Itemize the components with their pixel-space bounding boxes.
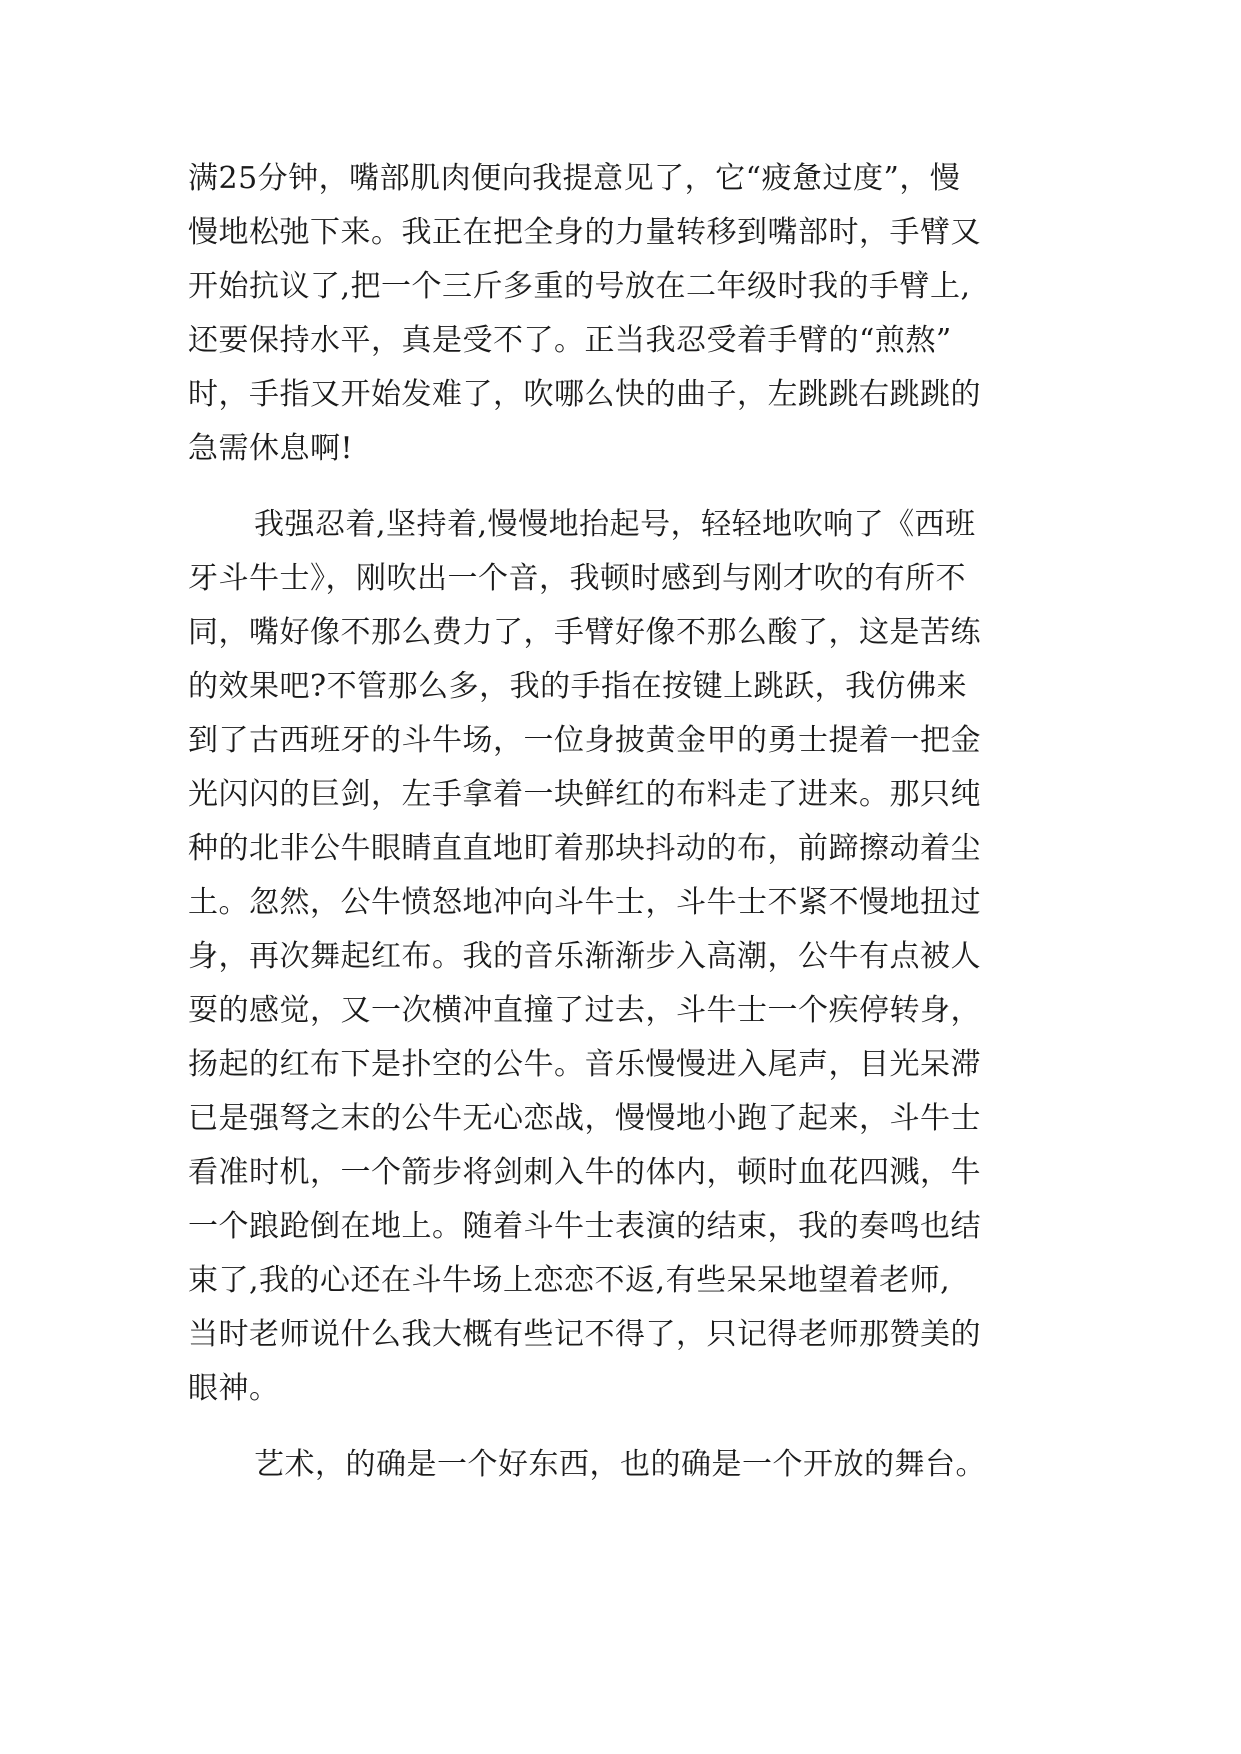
paragraph-gap <box>188 476 1088 498</box>
paragraph-gap <box>188 1416 1088 1438</box>
body-text <box>188 152 1088 1492</box>
text-line: 种的北非公牛眼睛直直地盯着那块抖动的布，前蹄擦动着尘 <box>188 831 981 866</box>
text-line: 艺术，的确是一个好东西，也的确是一个开放的舞台。 <box>254 1447 986 1482</box>
text-line: 看准时机，一个箭步将剑刺入牛的体内，顿时血花四溅，牛 <box>188 1155 981 1190</box>
text-line: 扬起的红布下是扑空的公牛。音乐慢慢进入尾声，目光呆滞 <box>188 1047 981 1082</box>
text-line: 土。忽然，公牛愤怒地冲向斗牛士，斗牛士不紧不慢地扭过 <box>188 885 981 920</box>
text-line: 眼神。 <box>188 1371 280 1406</box>
text-line: 光闪闪的巨剑，左手拿着一块鲜红的布料走了进来。那只纯 <box>188 777 981 812</box>
text-line: 时，手指又开始发难了，吹哪么快的曲子，左跳跳右跳跳的 <box>188 377 981 412</box>
text-line: 耍的感觉，又一次横冲直撞了过去，斗牛士一个疾停转身， <box>188 993 981 1028</box>
text-line: 当时老师说什么我大概有些记不得了，只记得老师那赞美的 <box>188 1317 981 1352</box>
paragraph-2 <box>188 498 1088 1416</box>
text-line: 满25分钟，嘴部肌肉便向我提意见了，它“疲惫过度”，慢 <box>188 161 961 196</box>
text-line: 开始抗议了,把一个三斤多重的号放在二年级时我的手臂上, <box>188 269 971 304</box>
text-line: 牙斗牛士》，刚吹出一个音，我顿时感到与刚才吹的有所不 <box>188 561 966 596</box>
text-line: 的效果吧?不管那么多，我的手指在按键上跳跃，我仿佛来 <box>188 669 968 704</box>
text-line: 已是强弩之末的公牛无心恋战，慢慢地小跑了起来，斗牛士 <box>188 1101 981 1136</box>
text-line: 身，再次舞起红布。我的音乐渐渐步入高潮，公牛有点被人 <box>188 939 981 974</box>
text-line: 束了,我的心还在斗牛场上恋恋不返,有些呆呆地望着老师, <box>188 1263 951 1298</box>
paragraph-1 <box>188 152 1088 476</box>
text-line: 急需休息啊! <box>188 431 354 466</box>
text-line: 还要保持水平，真是受不了。正当我忍受着手臂的“煎熬” <box>188 323 952 358</box>
text-line: 我强忍着,坚持着,慢慢地抬起号，轻轻地吹响了《西班 <box>254 507 976 542</box>
text-line: 慢地松弛下来。我正在把全身的力量转移到嘴部时，手臂又 <box>188 215 981 250</box>
text-line: 到了古西班牙的斗牛场，一位身披黄金甲的勇士提着一把金 <box>188 723 981 758</box>
text-line: 同，嘴好像不那么费力了，手臂好像不那么酸了，这是苦练 <box>188 615 981 650</box>
paragraph-3 <box>188 1438 1088 1492</box>
text-line: 一个踉跄倒在地上。随着斗牛士表演的结束，我的奏鸣也结 <box>188 1209 981 1244</box>
